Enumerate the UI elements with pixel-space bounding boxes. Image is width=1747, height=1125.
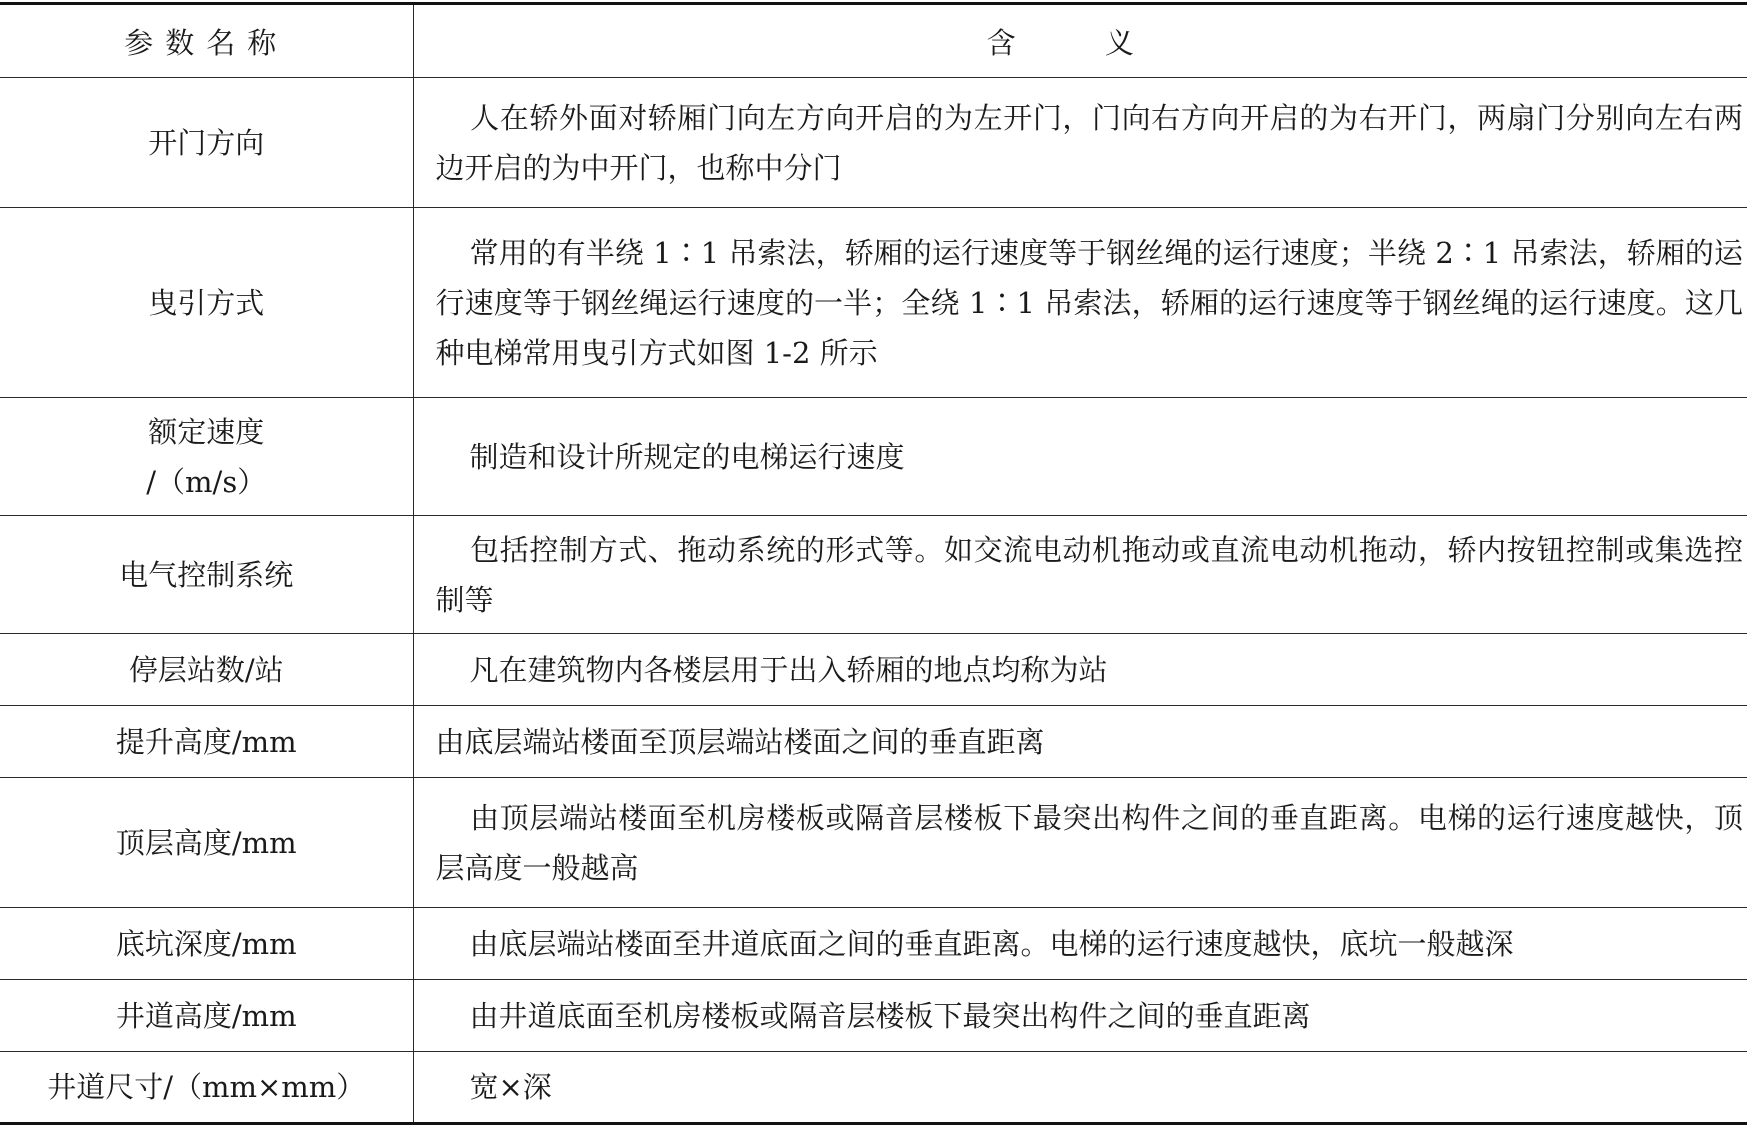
parameter-name-cell [0, 398, 413, 516]
parameter-meaning-cell [413, 980, 1747, 1052]
parameter-meaning: 凡在建筑物内各楼层用于出入轿厢的地点均称为站 [469, 652, 1108, 687]
table-row [0, 634, 1747, 706]
parameter-meaning: 由底层端站楼面至顶层端站楼面之间的垂直距离 [435, 724, 1045, 759]
parameter-name: 停层站数/站 [128, 652, 284, 687]
parameter-meaning-cell [413, 398, 1747, 516]
parameter-meaning-cell [413, 208, 1747, 398]
parameter-meaning-cell [413, 516, 1747, 634]
table-row [0, 78, 1747, 208]
parameter-name-cell [0, 634, 413, 706]
parameter-name-cell [0, 980, 413, 1052]
parameter-meaning-cell [413, 1052, 1747, 1124]
parameter-name-cell [0, 516, 413, 634]
parameter-name: 电气控制系统 [119, 557, 294, 592]
parameter-name-cell [0, 78, 413, 208]
parameter-meaning-cell [413, 908, 1747, 980]
parameter-meaning-cell [413, 78, 1747, 208]
parameter-name: 开门方向 [148, 125, 265, 160]
table-row [0, 778, 1747, 908]
table-body [0, 78, 1747, 1124]
parameter-meaning: 包括控制方式、拖动系统的形式等。如交流电动机拖动或直流电动机拖动，轿内按钮控制或集选控制等 [435, 532, 1743, 617]
table-row [0, 706, 1747, 778]
table-row [0, 208, 1747, 398]
header-row [0, 4, 1747, 78]
parameter-meaning-cell [413, 778, 1747, 908]
parameter-name: 井道高度/mm [115, 998, 297, 1033]
parameter-name-cell [0, 778, 413, 908]
parameter-name: 底坑深度/mm [115, 926, 297, 961]
parameter-meaning-cell [413, 634, 1747, 706]
parameter-meaning: 由底层端站楼面至井道底面之间的垂直距离。电梯的运行速度越快，底坑一般越深 [469, 926, 1514, 961]
parameter-table [0, 2, 1747, 1125]
parameter-meaning: 由井道底面至机房楼板或隔音层楼板下最突出构件之间的垂直距离 [469, 998, 1311, 1033]
parameter-meaning-cell [413, 706, 1747, 778]
parameter-meaning: 宽×深 [469, 1070, 552, 1104]
parameter-meaning: 由顶层端站楼面至机房楼板或隔音层楼板下最突出构件之间的垂直距离。电梯的运行速度越快，顶层高度一般越高 [435, 800, 1743, 885]
parameter-meaning: 人在轿外面对轿厢门向左方向开启的为左开门，门向右方向开启的为右开门，两扇门分别向左右两边开启的为中开门，也称中分门 [435, 100, 1743, 185]
table-row [0, 980, 1747, 1052]
table-row [0, 516, 1747, 634]
parameter-meaning: 常用的有半绕 1∶1 吊索法，轿厢的运行速度等于钢丝绳的运行速度；半绕 2∶1 吊索法，轿厢的运行速度等于钢丝绳运行速度的一半；全绕 1∶1 吊索法，轿厢的运行速度等于钢丝绳的运行速度。这几种电梯常用曳引方式如图 1-2 所示 [435, 235, 1743, 370]
table-header [0, 4, 1747, 78]
table-row [0, 1052, 1747, 1124]
header-meaning: 含 义 [413, 4, 1747, 78]
parameter-name-cell [0, 908, 413, 980]
table-row [0, 398, 1747, 516]
parameter-name-cell [0, 1052, 413, 1124]
parameter-name-cell [0, 706, 413, 778]
table-row [0, 908, 1747, 980]
parameter-name: 提升高度/mm [115, 724, 297, 759]
parameter-name: 额定速度 /（m/s） [146, 414, 267, 499]
parameter-name: 顶层高度/mm [115, 825, 297, 860]
parameter-meaning: 制造和设计所规定的电梯运行速度 [469, 439, 905, 474]
parameter-name: 曳引方式 [148, 285, 265, 320]
parameter-name-cell [0, 208, 413, 398]
header-parameter-name: 参数名称 [0, 4, 413, 78]
parameter-name: 井道尺寸/（mm×mm） [47, 1070, 366, 1104]
